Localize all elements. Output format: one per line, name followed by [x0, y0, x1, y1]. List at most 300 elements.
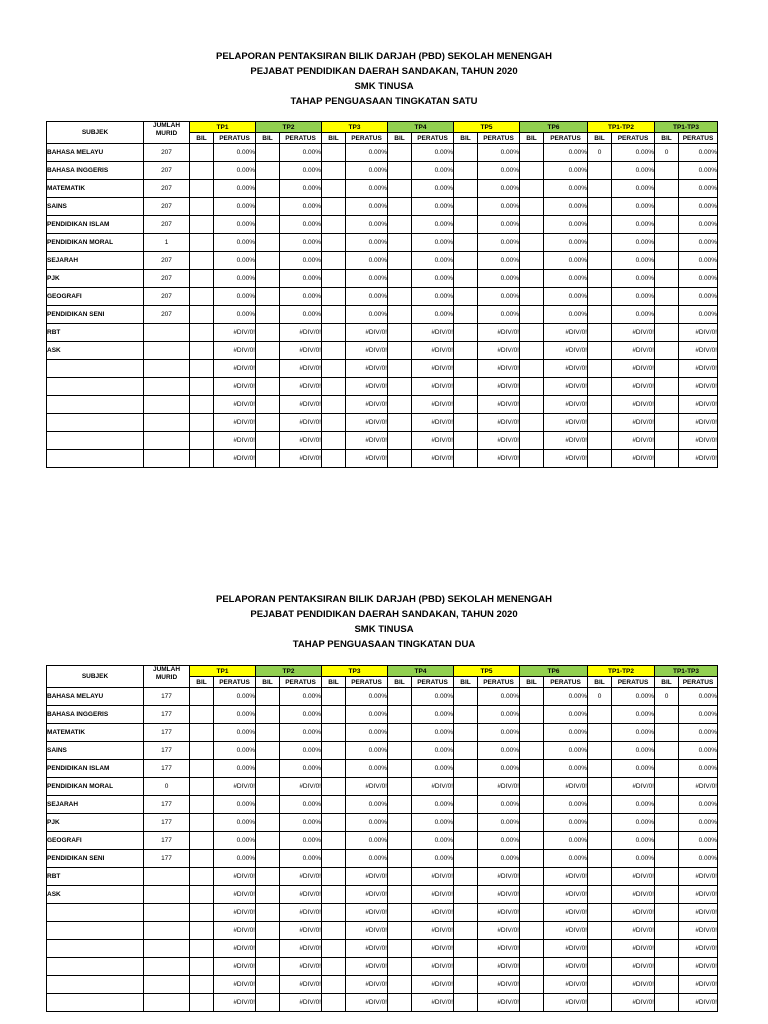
peratus-cell: 0.00% — [679, 198, 718, 216]
jumlah-murid-cell — [144, 432, 190, 450]
bil-header: BIL — [322, 677, 346, 688]
bil-cell — [588, 778, 612, 796]
peratus-cell: #DIV/0! — [346, 414, 388, 432]
peratus-cell: 0.00% — [346, 306, 388, 324]
peratus-cell: #DIV/0! — [478, 450, 520, 468]
peratus-header: PERATUS — [612, 677, 655, 688]
table-row — [47, 270, 718, 288]
bil-cell — [454, 688, 478, 706]
jumlah-murid-cell: 177 — [144, 814, 190, 832]
peratus-cell: 0.00% — [214, 796, 256, 814]
bil-cell — [190, 180, 214, 198]
peratus-cell: #DIV/0! — [280, 922, 322, 940]
peratus-cell: 0.00% — [214, 706, 256, 724]
peratus-cell: #DIV/0! — [478, 778, 520, 796]
peratus-cell: 0.00% — [612, 814, 655, 832]
peratus-cell: #DIV/0! — [412, 994, 454, 1012]
table-row — [47, 378, 718, 396]
peratus-cell: #DIV/0! — [280, 360, 322, 378]
peratus-cell: #DIV/0! — [280, 378, 322, 396]
peratus-cell: #DIV/0! — [544, 450, 588, 468]
peratus-cell: #DIV/0! — [679, 360, 718, 378]
peratus-cell: 0.00% — [478, 252, 520, 270]
bil-cell — [588, 396, 612, 414]
table-row — [47, 724, 718, 742]
bil-cell — [190, 432, 214, 450]
subject-cell: PENDIDIKAN MORAL — [47, 234, 144, 252]
bil-cell — [388, 904, 412, 922]
peratus-header: PERATUS — [412, 133, 454, 144]
bil-cell — [588, 850, 612, 868]
table-row — [47, 216, 718, 234]
peratus-cell: 0.00% — [346, 850, 388, 868]
peratus-cell: #DIV/0! — [478, 922, 520, 940]
bil-cell — [588, 868, 612, 886]
bil-cell — [388, 432, 412, 450]
bil-cell — [520, 976, 544, 994]
peratus-cell: 0.00% — [612, 760, 655, 778]
table-row — [47, 252, 718, 270]
peratus-cell: 0.00% — [412, 306, 454, 324]
bil-cell — [454, 958, 478, 976]
bil-cell — [190, 850, 214, 868]
bil-cell — [388, 706, 412, 724]
peratus-cell: #DIV/0! — [679, 994, 718, 1012]
bil-cell — [520, 324, 544, 342]
bil-cell — [520, 940, 544, 958]
peratus-header: PERATUS — [346, 133, 388, 144]
peratus-cell: #DIV/0! — [214, 432, 256, 450]
bil-cell — [388, 814, 412, 832]
bil-cell — [322, 396, 346, 414]
peratus-cell: #DIV/0! — [478, 994, 520, 1012]
peratus-cell: 0.00% — [478, 724, 520, 742]
tp-header: TP1-TP3 — [655, 666, 718, 677]
bil-cell — [520, 904, 544, 922]
bil-cell — [588, 360, 612, 378]
bil-cell — [190, 144, 214, 162]
report-header — [0, 49, 768, 109]
peratus-header: PERATUS — [478, 677, 520, 688]
peratus-cell: #DIV/0! — [612, 994, 655, 1012]
peratus-cell: #DIV/0! — [478, 886, 520, 904]
peratus-header: PERATUS — [544, 677, 588, 688]
peratus-cell: 0.00% — [612, 306, 655, 324]
peratus-cell: #DIV/0! — [612, 396, 655, 414]
bil-cell — [256, 778, 280, 796]
peratus-cell: 0.00% — [478, 162, 520, 180]
peratus-cell: #DIV/0! — [346, 360, 388, 378]
bil-cell — [655, 778, 679, 796]
bil-cell — [256, 922, 280, 940]
peratus-cell: 0.00% — [412, 252, 454, 270]
peratus-cell: #DIV/0! — [544, 922, 588, 940]
peratus-cell: 0.00% — [412, 832, 454, 850]
bil-cell — [520, 180, 544, 198]
jumlah-murid-cell — [144, 342, 190, 360]
bil-cell — [388, 778, 412, 796]
peratus-cell: #DIV/0! — [346, 886, 388, 904]
peratus-cell: #DIV/0! — [544, 324, 588, 342]
peratus-cell: 0.00% — [346, 234, 388, 252]
peratus-cell: #DIV/0! — [612, 360, 655, 378]
bil-cell — [256, 306, 280, 324]
bil-cell — [655, 288, 679, 306]
peratus-header: PERATUS — [478, 133, 520, 144]
bil-cell — [388, 270, 412, 288]
peratus-cell: 0.00% — [214, 688, 256, 706]
table-row — [47, 234, 718, 252]
bil-cell — [322, 706, 346, 724]
bil-cell — [388, 360, 412, 378]
bil-cell — [322, 450, 346, 468]
jumlah-murid-cell: 207 — [144, 306, 190, 324]
bil-cell — [520, 288, 544, 306]
peratus-cell: #DIV/0! — [478, 940, 520, 958]
bil-cell — [520, 832, 544, 850]
peratus-cell: #DIV/0! — [478, 868, 520, 886]
subject-cell: PENDIDIKAN SENI — [47, 850, 144, 868]
jumlah-murid-cell: 177 — [144, 760, 190, 778]
bil-cell — [388, 324, 412, 342]
bil-cell — [454, 868, 478, 886]
bil-cell — [520, 216, 544, 234]
bil-cell — [588, 958, 612, 976]
peratus-cell: 0.00% — [214, 198, 256, 216]
peratus-cell: 0.00% — [679, 252, 718, 270]
report-tingkatan-dua — [0, 592, 768, 652]
table-row — [47, 814, 718, 832]
peratus-cell: #DIV/0! — [544, 976, 588, 994]
peratus-cell: 0.00% — [544, 724, 588, 742]
bil-cell — [190, 868, 214, 886]
bil-cell — [588, 796, 612, 814]
peratus-cell: #DIV/0! — [612, 378, 655, 396]
table-row — [47, 144, 718, 162]
tp-header: TP3 — [322, 666, 388, 677]
bil-cell — [256, 180, 280, 198]
bil-cell — [520, 814, 544, 832]
peratus-cell: #DIV/0! — [612, 778, 655, 796]
peratus-cell: #DIV/0! — [346, 994, 388, 1012]
peratus-cell: #DIV/0! — [214, 904, 256, 922]
bil-cell — [655, 342, 679, 360]
bil-cell — [454, 396, 478, 414]
bil-header: BIL — [454, 133, 478, 144]
bil-cell — [588, 378, 612, 396]
subject-cell — [47, 904, 144, 922]
jumlah-murid-cell: 1 — [144, 234, 190, 252]
bil-cell — [588, 994, 612, 1012]
peratus-cell: #DIV/0! — [679, 958, 718, 976]
peratus-cell: #DIV/0! — [214, 396, 256, 414]
peratus-cell: #DIV/0! — [280, 904, 322, 922]
peratus-cell: #DIV/0! — [214, 994, 256, 1012]
peratus-cell: #DIV/0! — [280, 324, 322, 342]
bil-cell — [388, 198, 412, 216]
table-row — [47, 342, 718, 360]
subject-cell: ASK — [47, 886, 144, 904]
bil-cell — [454, 760, 478, 778]
table-row — [47, 162, 718, 180]
peratus-cell: #DIV/0! — [280, 414, 322, 432]
bil-cell — [256, 216, 280, 234]
peratus-cell: #DIV/0! — [412, 778, 454, 796]
peratus-cell: 0.00% — [280, 796, 322, 814]
peratus-cell: #DIV/0! — [280, 432, 322, 450]
peratus-cell: #DIV/0! — [544, 432, 588, 450]
table-row — [47, 360, 718, 378]
bil-cell — [454, 904, 478, 922]
peratus-cell: #DIV/0! — [346, 324, 388, 342]
subject-cell: PJK — [47, 270, 144, 288]
peratus-cell: #DIV/0! — [280, 886, 322, 904]
report-table — [46, 665, 718, 1012]
table-row — [47, 396, 718, 414]
peratus-cell: 0.00% — [412, 198, 454, 216]
peratus-cell: 0.00% — [544, 306, 588, 324]
peratus-cell: 0.00% — [214, 288, 256, 306]
jumlah-murid-cell — [144, 396, 190, 414]
peratus-cell: 0.00% — [214, 814, 256, 832]
bil-cell — [256, 742, 280, 760]
peratus-cell: #DIV/0! — [412, 360, 454, 378]
bil-cell — [655, 360, 679, 378]
subject-cell: BAHASA INGGERIS — [47, 706, 144, 724]
bil-cell — [256, 324, 280, 342]
peratus-cell: 0.00% — [679, 270, 718, 288]
bil-cell — [322, 850, 346, 868]
tp-header: TP2 — [256, 666, 322, 677]
peratus-cell: 0.00% — [412, 814, 454, 832]
bil-cell — [655, 940, 679, 958]
jumlah-murid-cell: 207 — [144, 162, 190, 180]
tp-header: TP1 — [190, 666, 256, 677]
bil-cell — [388, 976, 412, 994]
bil-cell — [388, 724, 412, 742]
peratus-cell: 0.00% — [478, 144, 520, 162]
peratus-cell: #DIV/0! — [214, 414, 256, 432]
tp-header: TP6 — [520, 122, 588, 133]
peratus-cell: 0.00% — [478, 270, 520, 288]
peratus-cell: #DIV/0! — [612, 958, 655, 976]
peratus-cell: 0.00% — [679, 742, 718, 760]
bil-cell — [190, 886, 214, 904]
bil-cell — [190, 958, 214, 976]
bil-cell — [655, 180, 679, 198]
bil-cell — [388, 742, 412, 760]
peratus-cell: 0.00% — [412, 706, 454, 724]
bil-cell — [655, 378, 679, 396]
bil-cell — [454, 144, 478, 162]
bil-cell — [454, 342, 478, 360]
bil-cell — [322, 940, 346, 958]
peratus-cell: 0.00% — [679, 180, 718, 198]
peratus-cell: #DIV/0! — [612, 868, 655, 886]
bil-cell — [454, 252, 478, 270]
bil-cell — [454, 706, 478, 724]
jumlah-murid-header — [144, 666, 190, 688]
bil-cell — [256, 162, 280, 180]
peratus-cell: 0.00% — [412, 162, 454, 180]
bil-cell — [520, 850, 544, 868]
peratus-cell: 0.00% — [612, 850, 655, 868]
peratus-cell: #DIV/0! — [412, 976, 454, 994]
bil-cell — [388, 234, 412, 252]
bil-cell — [388, 342, 412, 360]
bil-cell — [388, 180, 412, 198]
peratus-cell: #DIV/0! — [412, 324, 454, 342]
peratus-cell: 0.00% — [412, 180, 454, 198]
bil-cell — [256, 796, 280, 814]
peratus-cell: 0.00% — [679, 306, 718, 324]
peratus-cell: 0.00% — [544, 814, 588, 832]
peratus-cell: 0.00% — [280, 688, 322, 706]
peratus-cell: 0.00% — [544, 252, 588, 270]
peratus-cell: 0.00% — [612, 198, 655, 216]
tp-header: TP5 — [454, 666, 520, 677]
peratus-cell: #DIV/0! — [214, 922, 256, 940]
peratus-cell: #DIV/0! — [412, 922, 454, 940]
peratus-cell: #DIV/0! — [346, 378, 388, 396]
bil-cell — [322, 814, 346, 832]
peratus-cell: 0.00% — [544, 198, 588, 216]
table-row — [47, 760, 718, 778]
bil-cell — [655, 796, 679, 814]
jumlah-murid-cell: 207 — [144, 144, 190, 162]
bil-cell — [322, 252, 346, 270]
subject-cell — [47, 922, 144, 940]
peratus-header: PERATUS — [280, 677, 322, 688]
peratus-cell: #DIV/0! — [280, 976, 322, 994]
bil-cell — [190, 342, 214, 360]
bil-cell — [256, 198, 280, 216]
subject-cell: SEJARAH — [47, 252, 144, 270]
bil-cell — [655, 994, 679, 1012]
report-office: PEJABAT PENDIDIKAN DAERAH SANDAKAN, TAHUN 2020 — [250, 609, 518, 620]
jumlah-murid-cell: 177 — [144, 796, 190, 814]
bil-cell — [588, 706, 612, 724]
tp-header: TP2 — [256, 122, 322, 133]
bil-cell — [256, 940, 280, 958]
subject-cell: PENDIDIKAN MORAL — [47, 778, 144, 796]
bil-cell — [588, 832, 612, 850]
bil-cell — [190, 976, 214, 994]
tp-header: TP6 — [520, 666, 588, 677]
bil-cell — [388, 688, 412, 706]
peratus-cell: 0.00% — [346, 760, 388, 778]
peratus-cell: #DIV/0! — [679, 922, 718, 940]
peratus-cell: 0.00% — [346, 180, 388, 198]
bil-cell — [322, 832, 346, 850]
peratus-cell: 0.00% — [280, 234, 322, 252]
peratus-cell: #DIV/0! — [478, 958, 520, 976]
bil-cell — [655, 904, 679, 922]
peratus-cell: #DIV/0! — [412, 378, 454, 396]
peratus-cell: #DIV/0! — [478, 904, 520, 922]
peratus-cell: #DIV/0! — [612, 414, 655, 432]
bil-cell — [520, 450, 544, 468]
peratus-cell: #DIV/0! — [280, 868, 322, 886]
peratus-cell: 0.00% — [612, 688, 655, 706]
subject-cell: RBT — [47, 868, 144, 886]
bil-cell — [190, 252, 214, 270]
peratus-cell: #DIV/0! — [280, 450, 322, 468]
bil-cell — [454, 994, 478, 1012]
peratus-cell: #DIV/0! — [679, 342, 718, 360]
bil-header: BIL — [520, 677, 544, 688]
jumlah-label: JUMLAH — [152, 666, 181, 673]
peratus-cell: 0.00% — [679, 814, 718, 832]
bil-cell — [588, 306, 612, 324]
peratus-cell: 0.00% — [346, 832, 388, 850]
peratus-cell: #DIV/0! — [679, 940, 718, 958]
jumlah-murid-cell — [144, 958, 190, 976]
bil-cell — [388, 832, 412, 850]
bil-cell — [322, 432, 346, 450]
bil-cell — [655, 814, 679, 832]
bil-cell — [190, 832, 214, 850]
bil-cell — [520, 144, 544, 162]
bil-cell — [190, 778, 214, 796]
bil-cell — [322, 216, 346, 234]
peratus-cell: #DIV/0! — [412, 886, 454, 904]
bil-cell — [454, 162, 478, 180]
murid-label: MURID — [155, 130, 178, 137]
peratus-cell: 0.00% — [478, 216, 520, 234]
table-row — [47, 198, 718, 216]
peratus-cell: 0.00% — [214, 216, 256, 234]
bil-cell — [454, 324, 478, 342]
subject-cell: GEOGRAFI — [47, 832, 144, 850]
peratus-header: PERATUS — [214, 677, 256, 688]
bil-cell — [322, 778, 346, 796]
peratus-cell: 0.00% — [679, 234, 718, 252]
bil-cell — [588, 814, 612, 832]
bil-cell — [454, 432, 478, 450]
bil-header: BIL — [588, 133, 612, 144]
bil-cell — [190, 216, 214, 234]
bil-cell — [256, 252, 280, 270]
bil-cell — [655, 760, 679, 778]
peratus-cell: #DIV/0! — [679, 414, 718, 432]
peratus-cell: 0.00% — [412, 688, 454, 706]
peratus-cell: 0.00% — [280, 162, 322, 180]
jumlah-murid-cell — [144, 940, 190, 958]
table-row — [47, 886, 718, 904]
peratus-cell: #DIV/0! — [679, 976, 718, 994]
bil-cell — [520, 742, 544, 760]
bil-cell — [388, 850, 412, 868]
subject-cell: BAHASA MELAYU — [47, 144, 144, 162]
table-row — [47, 306, 718, 324]
peratus-cell: #DIV/0! — [214, 324, 256, 342]
peratus-cell: 0.00% — [412, 742, 454, 760]
jumlah-murid-cell — [144, 414, 190, 432]
peratus-cell: 0.00% — [280, 706, 322, 724]
jumlah-murid-cell: 177 — [144, 832, 190, 850]
bil-cell — [190, 324, 214, 342]
peratus-cell: 0.00% — [544, 796, 588, 814]
peratus-cell: 0.00% — [412, 850, 454, 868]
bil-cell — [388, 796, 412, 814]
bil-cell — [256, 724, 280, 742]
bil-cell — [256, 144, 280, 162]
peratus-cell: 0.00% — [412, 216, 454, 234]
report-level: TAHAP PENGUASAAN TINGKATAN SATU — [290, 96, 478, 107]
peratus-cell: 0.00% — [544, 162, 588, 180]
bil-cell — [520, 162, 544, 180]
